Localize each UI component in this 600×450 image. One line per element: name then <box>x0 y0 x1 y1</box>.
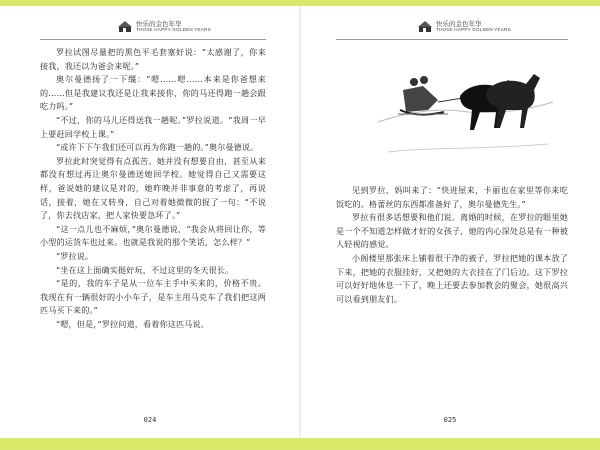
running-head-title: 快乐的金色年华 <box>136 19 182 28</box>
running-head-subtitle: THOSE HAPPY GOLDEN YEARS <box>436 27 511 33</box>
paragraph: 罗拉有很多话想要和他们说。离婚的时候，在罗拉的眼里她是一个不知道怎样做才好的女孩子，她的内心深处总是有一种被人轻视的感觉。 <box>336 212 568 250</box>
paragraph: “是的，我的车子是从一位车主手中买来的，价格不贵。我现在有一辆很好的小小车子，是车主用马克车了我们把这两匹马买下来的。” <box>40 278 266 316</box>
running-head-subtitle: THOSE HAPPY GOLDEN YEARS <box>136 27 211 33</box>
paragraph: “不过，你的马儿还得送我一趟呢。”罗拉说道。“我周一早上要赶回学校上课。” <box>40 114 266 139</box>
book-spread <box>0 6 600 438</box>
running-head <box>418 16 511 38</box>
page-number: 025 <box>443 416 457 424</box>
paragraph: 奥尔曼德扬了一下缰：“嗯……嗯……本来是你爸想来的……但是我建议我还是让我来接你，你的马还得跑一趟会跟吃力吗。” <box>40 74 266 112</box>
paragraph: 罗拉此时突觉得有点孤苦。她并没有想要自由，甚至从来都没有想过再让奥尔曼德送她回学校。她觉得自己又需要这样，爸说她的建议是对的，她昨晚并非事意的考虑了，再说话，接着，她在又转身，自己对着她微微的捉了一句：“不说了，你去找店家，把人家快要急坏了。” <box>40 155 266 221</box>
sleigh-illustration <box>368 52 558 176</box>
left-text-block <box>40 46 266 331</box>
paragraph: “嗯，但是，”罗拉问道，看着你这匹马说。 <box>56 318 209 329</box>
page-number: 024 <box>143 416 157 424</box>
running-head <box>118 16 211 38</box>
right-text-block <box>336 184 568 306</box>
horse-sleigh-icon <box>378 74 553 152</box>
book-logo-icon <box>118 21 132 33</box>
header-rule <box>336 39 568 40</box>
header-rule <box>40 39 266 40</box>
running-head-title: 快乐的金色年华 <box>436 19 482 28</box>
paragraph: “或许下下午我们还可以再为你跑一趟的。”奥尔曼德说。 <box>56 142 259 153</box>
left-page <box>0 6 300 438</box>
paragraph: “这一点儿也不麻烦，”奥尔曼德说，“我会从将回让你，等小型的运货车也过来。也就是我说的那个笑话，怎么样？” <box>40 223 266 248</box>
book-logo-icon <box>418 21 432 33</box>
paragraph: 见到罗拉，妈叫来了：“快进屋来，卡丽也在家里等你来吃饭吃的。格蕾丝的东西都准备好了，奥尔曼德先生。” <box>336 185 568 209</box>
paragraph: “坐在这上面确实挺好玩，不过这里的冬天很长。 <box>56 264 234 275</box>
paragraph: 小阁楼里那张床上铺着很干净的被子，罗拉把她的课本放了下来，把她的衣服挂好，又把她的大衣挂在了门后边。这下罗拉可以好好地休息一下了，晚上还要去参加教会的聚会，她很高兴可以看到朋友们。 <box>336 252 568 304</box>
paragraph: 罗拉试图尽量把的黑色平毛套塞好说：“太感谢了，你来接我，我还以为爸会来呢。” <box>40 47 266 71</box>
paragraph: “罗拉说。 <box>56 250 94 261</box>
